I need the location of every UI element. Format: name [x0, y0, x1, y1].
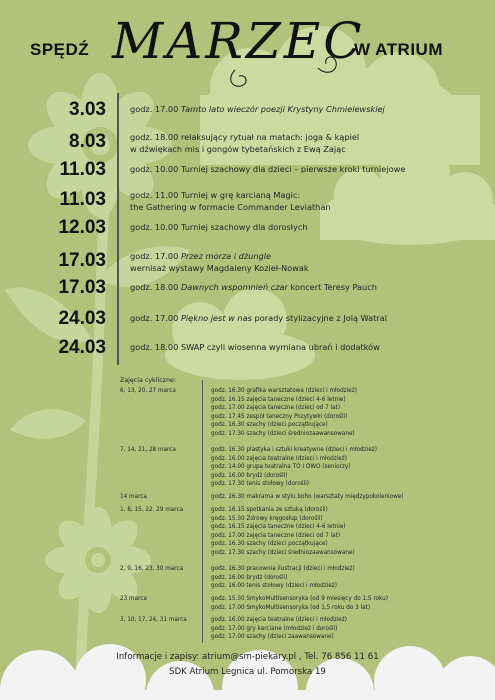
- event-date: 24.03: [58, 337, 106, 358]
- header-title: MARZEC: [112, 12, 365, 70]
- event-line-text: wernisaż wystawy Magdaleny Kozieł-Nowak: [130, 263, 309, 273]
- event-title: Piękno jest w nas: [180, 313, 252, 323]
- event-text: [130, 103, 490, 115]
- event-text: [130, 131, 490, 155]
- events-divider: [117, 93, 119, 365]
- event-date: 17.03: [58, 250, 106, 271]
- cyclic-item: godz. 17.00 SmykoMultisensoryka (od 1,5 roku do 3 lat): [211, 604, 371, 611]
- event-title: Tamto lato wieczór poezji Krystyny Chmielewskiej: [180, 104, 385, 114]
- header-right: W ATRIUM: [354, 40, 443, 59]
- cyclic-item: godz. 16.00 zajęcia teatralne (dzieci i młodzież): [211, 455, 348, 462]
- leaf-icon-3: [10, 409, 86, 439]
- event-date: 24.03: [58, 308, 106, 329]
- cyclic-days: 3, 10, 17, 24, 31 marca: [120, 617, 187, 623]
- event-date: 11.03: [59, 159, 106, 180]
- event-text: [130, 341, 490, 353]
- event-title: Przez morza i dżungle: [180, 251, 272, 261]
- cyclic-days: 1, 8, 15, 22, 29 marca: [120, 507, 184, 513]
- cyclic-days: 7, 14, 21, 28 marca: [120, 447, 176, 453]
- event-line-text: the Gathering w formacie Commander Leviathan: [130, 202, 331, 212]
- event-line-text: godz. 18.00 SWAP czyli wiosenna wymiana ubrań i dodatków: [130, 342, 380, 352]
- cyclic-item: godz. 14.00 grupa teatralna TO I OWO (seniorzy): [211, 464, 351, 470]
- cyclic-item: godz. 16.00 brydż (dorośli): [211, 574, 288, 581]
- event-line: [130, 103, 490, 115]
- event-line-text: godz. 10.00 Turniej szachowy dla dzieci – pierwsze kroki turniejowe: [130, 164, 406, 174]
- event-line: [130, 143, 490, 155]
- event-line-text: godz. 17.00: [130, 104, 181, 114]
- event-line: [130, 201, 490, 213]
- header-left: SPĘDŹ: [30, 40, 90, 59]
- cyclic-item: godz. 17.00 zajęcia taneczne (dzieci od 7 lat): [211, 405, 341, 411]
- cyclic-item: godz. 17.30 szachy (dzieci średniozaawansowane): [211, 549, 355, 556]
- event-date: 12.03: [58, 217, 106, 238]
- event-line-text: godz. 10.00 Turniej szachowy dla dorosłych: [130, 222, 308, 232]
- cyclic-item: godz. 16.00 brydż (dorośli): [211, 472, 288, 479]
- event-line: [130, 341, 490, 353]
- event-date: 8.03: [69, 131, 106, 152]
- event-text: [130, 281, 490, 293]
- event-text: [130, 221, 490, 233]
- cyclic-item: godz. 16.30 szachy (dzieci początkujące): [211, 541, 328, 547]
- event-line-text: godz. 18.00: [130, 282, 181, 292]
- cyclic-item: godz. 17.00 zajęcia taneczne (dzieci od 7 lat): [211, 532, 341, 539]
- footer-address: SDK Atrium Legnica ul. Pomorska 19: [169, 667, 326, 677]
- event-line: [130, 189, 490, 201]
- event-line: [130, 131, 490, 143]
- cyclic-item: godz. 16.15 zajęcia taneczne (dzieci 4-6 letnie): [211, 524, 346, 530]
- cyclic-days: 23 marca: [120, 596, 147, 602]
- cloud-middle-icon: [165, 288, 315, 380]
- cyclic-item: godz. 16.15 zajęcia taneczne (dzieci 4-6 letnie): [211, 396, 346, 403]
- event-line-text: godz. 11.00 Turniej w grę karcianą Magic:: [130, 190, 301, 200]
- cyclic-days: 6, 13, 20, 27 marca: [120, 388, 176, 394]
- cyclic-item: godz. 17.00 szachy (dzieci zaawansowane): [211, 634, 334, 640]
- event-line-text: godz. 18.00 relaksujący rytuał na matach: joga & kąpiel: [130, 132, 360, 142]
- event-text: [130, 250, 490, 274]
- event-line: [130, 250, 490, 262]
- event-line-text: godz. 17.00: [130, 251, 181, 261]
- cyclic-item: godz. 16.00 tenis stołowy (dzieci i młodzież): [211, 583, 337, 589]
- event-text: [130, 312, 490, 324]
- event-date: 17.03: [58, 277, 106, 298]
- cyclic-item: godz. 16.30 grafika warsztatowa (dzieci i młodzież): [211, 388, 358, 394]
- cyclic-item: godz. 15.30 Zdrowy kręgosłup (dorośli): [211, 515, 323, 522]
- cyclic-item: godz. 16.30 pracownia ilustracji (dzieci i młodzież): [211, 566, 355, 572]
- cyclic-item: godz. 16.00 zajęcia teatralne (dzieci i młodzież): [211, 617, 348, 623]
- event-text: [130, 163, 490, 175]
- cyclic-title: Zajęcia cykliczne:: [120, 377, 176, 384]
- event-line-rest: koncert Teresy Pauch: [287, 282, 377, 292]
- event-date: 3.03: [69, 99, 106, 120]
- event-line: [130, 281, 490, 293]
- cyclic-days: 14 marca: [120, 494, 147, 500]
- event-title: Dawnych wspomnień czar: [180, 282, 288, 292]
- cyclic-days: 2, 9, 16, 23, 30 marca: [120, 566, 184, 572]
- event-line-text: w dźwiękach mis i gongów tybetańskich z Ewą Zając: [130, 144, 346, 154]
- cyclic-item: godz. 16.30 makrama w stylu boho (warsztaty międzypokoleniowe): [211, 494, 404, 500]
- event-line: [130, 163, 490, 175]
- event-line-text: godz. 17.00: [130, 313, 181, 323]
- cyclic-item: godz. 17.45 zespół taneczny Pozytywki (dorośli): [211, 413, 348, 420]
- cyclic-item: godz. 15.30 SmykoMultisensoryka (od 9 miesięcy do 1,5 roku): [211, 596, 388, 602]
- cyclic-item: godz. 16.15 spotkania ze sztuką (dorośli): [211, 507, 328, 513]
- cyclic-item: godz. 16.30 plastyka i sztuki kreatywne (dzieci i młodzież): [211, 447, 377, 453]
- cyclic-divider: [202, 380, 203, 643]
- cyclic-item: godz. 17.30 szachy (dzieci średniozaawansowane): [211, 430, 355, 437]
- event-date: 11.03: [59, 189, 106, 210]
- cyclic-item: godz. 17.00 gry karciane (młodzież i dorośli): [211, 625, 338, 632]
- footer-contact: Informacje i zapisy: atrium@sm-piekary.pl , Tel. 76 856 11 61: [116, 652, 379, 662]
- event-line: [130, 221, 490, 233]
- event-line: [130, 262, 490, 274]
- event-line-rest: porady stylizacyjne z Jolą Watral: [251, 313, 388, 323]
- cyclic-item: godz. 17.30 tenis stołowy (dorośli): [211, 481, 310, 487]
- event-line: [130, 312, 490, 324]
- event-text: [130, 189, 490, 213]
- cyclic-item: godz. 16.30 szachy (dzieci początkujące): [211, 422, 328, 428]
